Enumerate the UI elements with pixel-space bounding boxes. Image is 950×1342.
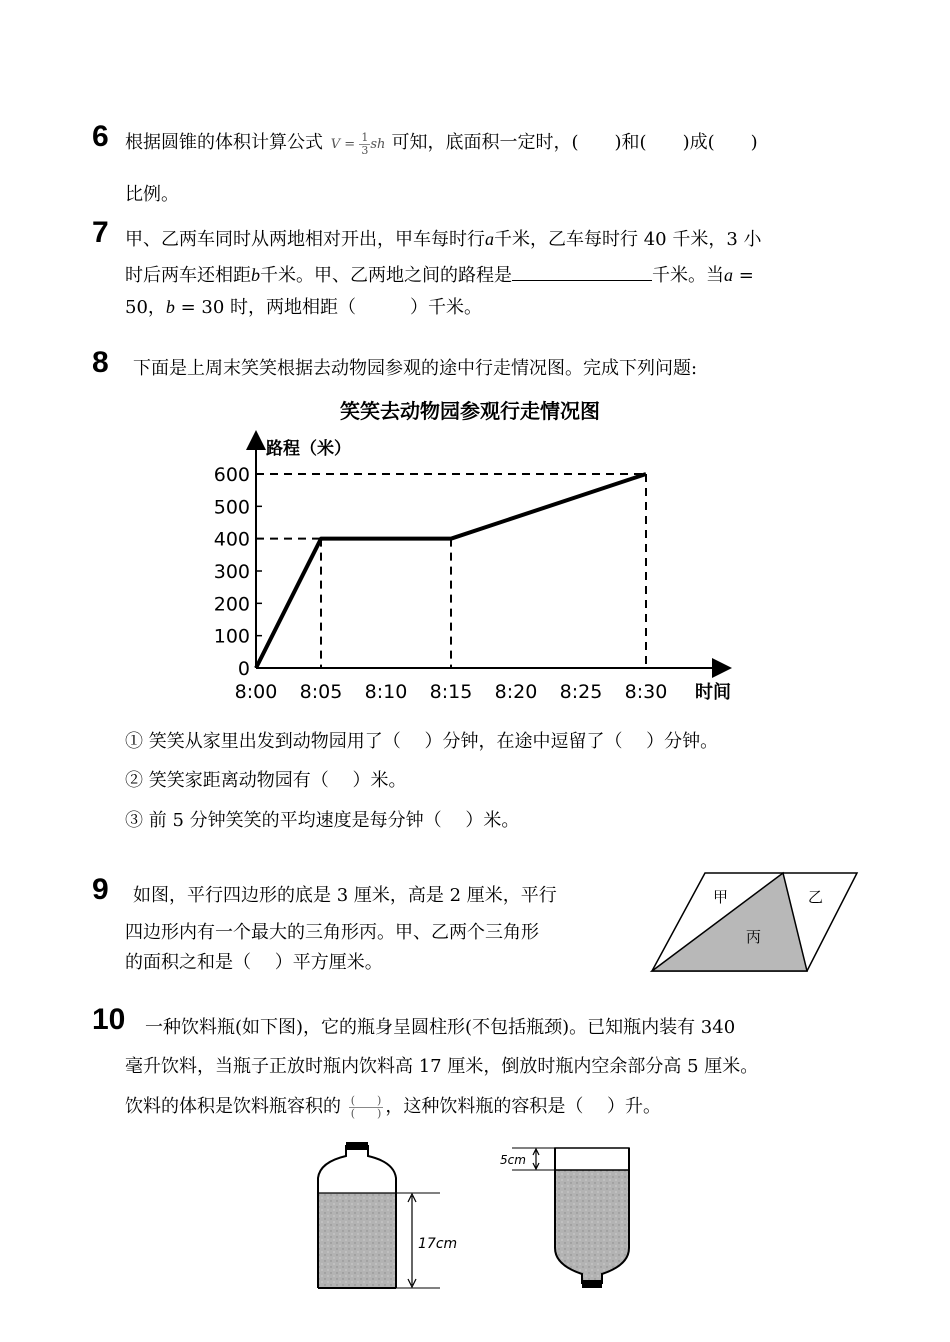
question-6-line-2: 比例。 xyxy=(125,184,179,205)
cone-volume-formula xyxy=(330,131,390,157)
formula-fraction xyxy=(359,132,370,157)
question-number-9: 9 xyxy=(92,873,109,906)
var-b-2: b xyxy=(165,297,175,317)
question-6-line-1 xyxy=(125,128,758,157)
y-tick-label: 0 xyxy=(237,658,250,680)
upright-liquid xyxy=(318,1193,396,1289)
q7-l3a: 50， xyxy=(125,297,166,318)
q7-l1a: 甲、乙两车同时从两地相对开出，甲车每时行 xyxy=(125,229,485,250)
q6-text-before: 根据圆锥的体积计算公式 xyxy=(125,132,323,153)
q10-l3a: 饮料的体积是饮料瓶容积的 xyxy=(125,1096,341,1117)
y-tick-label: 300 xyxy=(213,561,250,583)
fraction-bottom-blank[interactable]: ( ) xyxy=(350,1106,382,1120)
q10-l3b: ，这种饮料瓶的容积是（ ）升。 xyxy=(385,1096,662,1117)
answer-fraction xyxy=(349,1095,384,1120)
label-jia: 甲 xyxy=(713,888,729,906)
y-tick-label: 500 xyxy=(213,496,250,519)
q7-l2a: 时后两车还相距 xyxy=(125,265,251,286)
formula-v: V xyxy=(330,137,341,152)
q6-text-after: 可知，底面积一定时，( )和( )成( ) xyxy=(391,132,758,153)
q7-l2b: 千米。甲、乙两地之间的路程是 xyxy=(260,265,512,286)
x-tick-label: 8:00 xyxy=(234,681,278,703)
question-9-line-2: 四边形内有一个最大的三角形丙。甲、乙两个三角形 xyxy=(125,922,539,943)
question-10-line-2: 毫升饮料，当瓶子正放时瓶内饮料高 17 厘米，倒放时瓶内空余部分高 5 厘米。 xyxy=(125,1056,759,1077)
question-10-line-3 xyxy=(125,1092,661,1120)
var-a: a xyxy=(485,229,494,249)
question-10-line-1: 一种饮料瓶(如下图)，它的瓶身呈圆柱形(不包括瓶颈)。已知瓶内装有 340 xyxy=(145,1017,736,1038)
answer-blank[interactable] xyxy=(512,262,652,281)
formula-sh: sh xyxy=(370,137,386,152)
y-tick-label: 600 xyxy=(213,464,250,486)
var-b: b xyxy=(251,265,260,285)
label-yi: 乙 xyxy=(808,888,824,906)
q7-l2c: 千米。当 xyxy=(652,265,724,286)
q7-l2d: = xyxy=(733,265,754,286)
question-7-line-2 xyxy=(125,261,754,287)
x-tick-label: 8:30 xyxy=(624,681,668,703)
question-8-sub-3: ③ 前 5 分钟笑笑的平均速度是每分钟（ ）米。 xyxy=(125,810,520,831)
y-tick-label: 100 xyxy=(213,625,250,648)
question-9-line-3: 的面积之和是（ ）平方厘米。 xyxy=(125,952,383,973)
y-tick-label: 400 xyxy=(213,528,250,551)
question-8-sub-2: ② 笑笑家距离动物园有（ ）米。 xyxy=(125,770,407,791)
x-axis-label: 时间 xyxy=(695,682,731,703)
question-number-8: 8 xyxy=(92,346,109,379)
x-tick-label: 8:20 xyxy=(494,681,538,703)
formula-denominator: 3 xyxy=(361,144,369,157)
parallelogram-figure xyxy=(645,866,865,978)
formula-eq: = xyxy=(344,137,356,152)
label-bing: 丙 xyxy=(746,928,762,946)
y-axis-label: 路程（米） xyxy=(266,439,351,459)
question-8-sub-1: ① 笑笑从家里出发到动物园用了（ ）分钟，在途中逗留了（ ）分钟。 xyxy=(125,731,719,752)
question-number-6: 6 xyxy=(92,120,109,153)
formula-numerator: 1 xyxy=(361,131,369,144)
x-tick-label: 8:25 xyxy=(559,681,603,703)
x-tick-label: 8:15 xyxy=(429,681,473,703)
walking-distance-chart xyxy=(200,390,760,710)
question-7-line-1 xyxy=(125,225,762,251)
y-tick-label: 200 xyxy=(213,593,250,616)
q7-l1b: 千米，乙车每时行 40 千米，3 小 xyxy=(494,229,762,250)
question-number-10: 10 xyxy=(92,1003,126,1036)
question-7-line-3 xyxy=(125,293,482,319)
label-17cm: 17cm xyxy=(418,1236,458,1252)
upright-bottle xyxy=(318,1142,457,1289)
label-5cm: 5cm xyxy=(500,1153,526,1167)
fraction-top-blank[interactable]: ( ) xyxy=(350,1093,382,1107)
question-8-intro: 下面是上周末笑笑根据去动物园参观的途中行走情况图。完成下列问题: xyxy=(133,358,698,379)
chart-title: 笑笑去动物园参观行走情况图 xyxy=(340,399,600,423)
bottles-figure xyxy=(300,1140,650,1300)
question-number-7: 7 xyxy=(92,216,109,249)
inverted-bottle xyxy=(500,1148,629,1288)
x-tick-label: 8:05 xyxy=(299,681,343,703)
q7-l3b: = 30 时，两地相距（ ）千米。 xyxy=(174,297,483,318)
x-tick-label: 8:10 xyxy=(364,681,408,703)
var-a-2: a xyxy=(724,265,733,285)
question-9-line-1: 如图，平行四边形的底是 3 厘米，高是 2 厘米，平行 xyxy=(133,885,557,906)
